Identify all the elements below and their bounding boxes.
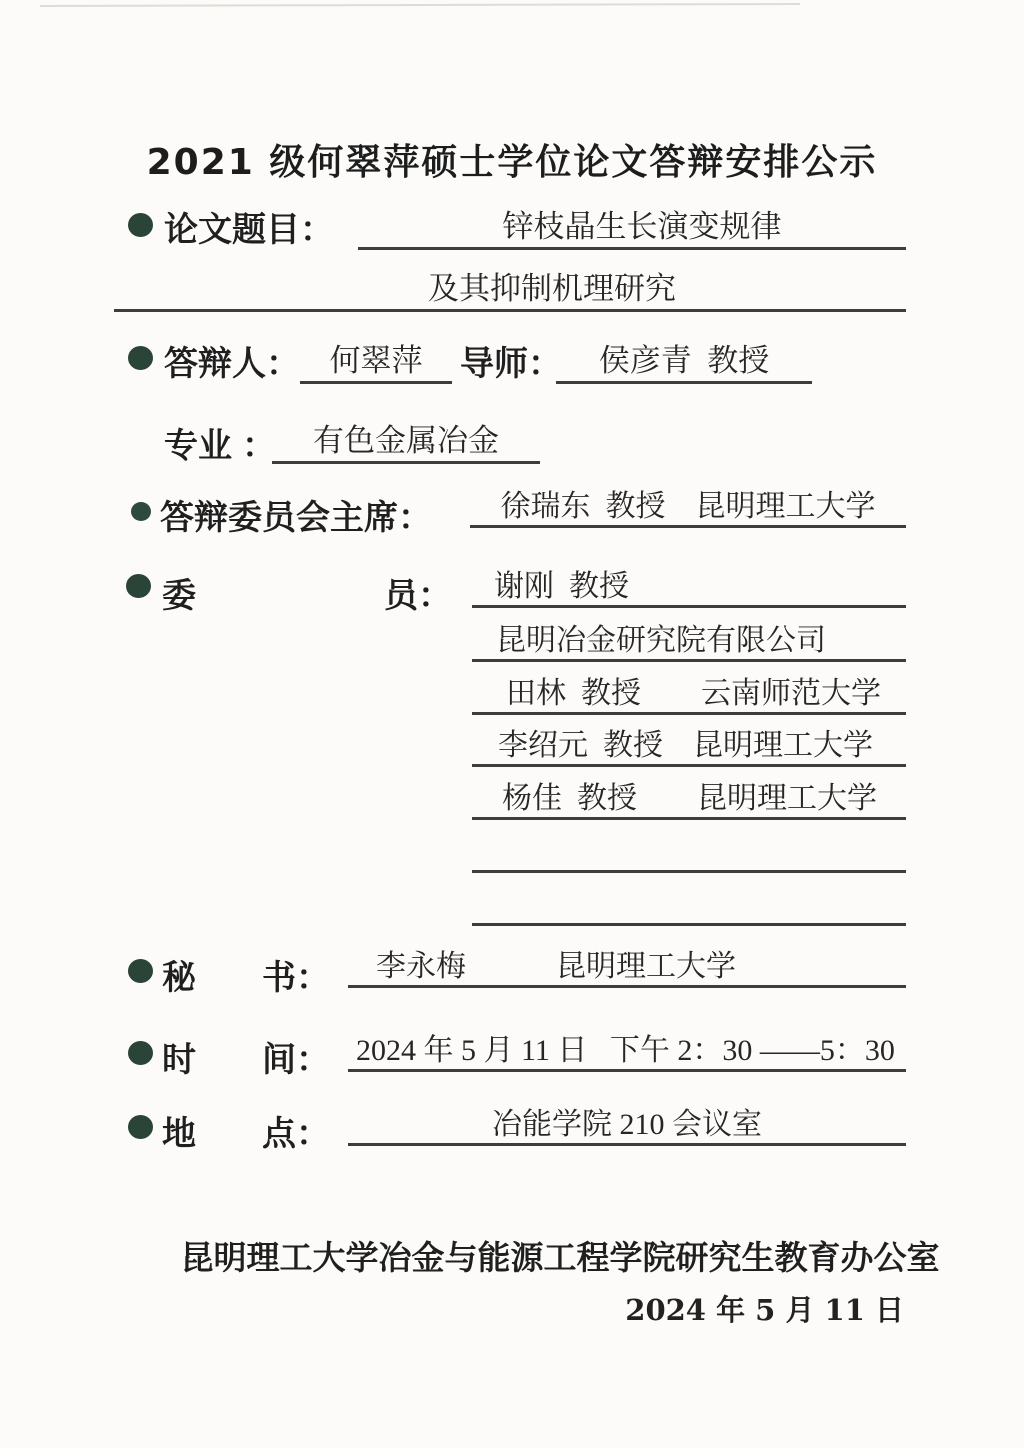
members-label xyxy=(162,568,452,617)
thesis-title-label: 论文题目： xyxy=(164,210,334,250)
footer-date: 2024 年 5 月 11 日 xyxy=(625,1293,904,1327)
defender-value: 何翠萍 xyxy=(300,336,452,384)
time-value: 2024 年 5 月 11 日 下午 2：30 ——5：30 xyxy=(348,1032,906,1072)
committee-member-line-empty xyxy=(472,896,906,926)
chair-value: 徐瑞东 教授 昆明理工大学 xyxy=(470,490,906,528)
supervisor-value: 侯彦青 教授 xyxy=(556,336,812,384)
major-label xyxy=(164,418,276,467)
committee-member-line: 李绍元 教授 昆明理工大学 xyxy=(472,727,906,767)
secretary-value: 李永梅 昆明理工大学 xyxy=(348,950,906,988)
list-bullet-icon xyxy=(126,574,151,598)
defender-label: 答辩人： xyxy=(164,344,300,384)
committee-member-line-empty xyxy=(472,843,906,873)
secretary-label-right: 书： xyxy=(262,958,330,998)
committee-member-line: 昆明冶金研究院有限公司 xyxy=(472,622,906,662)
members-label-left: 委 xyxy=(162,576,196,616)
major-label-colon: ： xyxy=(242,426,276,466)
major-label-text: 专业 xyxy=(164,426,232,466)
chair-label: 答辩委员会主席： xyxy=(160,498,432,538)
time-label xyxy=(162,1032,330,1081)
secretary-label xyxy=(162,950,330,999)
scan-artifact-line xyxy=(40,3,800,7)
committee-member-line: 杨佳 教授 昆明理工大学 xyxy=(472,780,906,820)
footer-office-name: 昆明理工大学冶金与能源工程学院研究生教育办公室 xyxy=(180,1238,940,1277)
supervisor-label: 导师： xyxy=(460,344,562,384)
page-title: 2021 级何翠萍硕士学位论文答辩安排公示 xyxy=(146,142,878,183)
major-value: 有色金属冶金 xyxy=(272,418,540,464)
venue-value: 冶能学院 210 会议室 xyxy=(348,1106,906,1146)
list-bullet-icon xyxy=(128,959,153,983)
committee-member-line: 谢刚 教授 xyxy=(472,570,906,608)
list-bullet-icon xyxy=(128,346,153,370)
list-bullet-icon xyxy=(128,213,153,237)
secretary-label-left: 秘 xyxy=(162,958,196,998)
committee-member-line: 田林 教授 云南师范大学 xyxy=(472,675,906,715)
time-label-right: 间： xyxy=(262,1040,330,1080)
members-label-right: 员： xyxy=(384,576,452,616)
venue-label-right: 点： xyxy=(262,1114,330,1154)
thesis-title-value-line2: 及其抑制机理研究 xyxy=(114,262,906,312)
list-bullet-icon xyxy=(128,1041,153,1065)
list-bullet-icon xyxy=(128,1115,153,1139)
venue-label-left: 地 xyxy=(162,1114,196,1154)
thesis-title-value-line1: 锌枝晶生长演变规律 xyxy=(358,202,906,250)
time-label-left: 时 xyxy=(162,1040,196,1080)
venue-label xyxy=(162,1106,330,1155)
list-bullet-icon xyxy=(131,502,151,521)
